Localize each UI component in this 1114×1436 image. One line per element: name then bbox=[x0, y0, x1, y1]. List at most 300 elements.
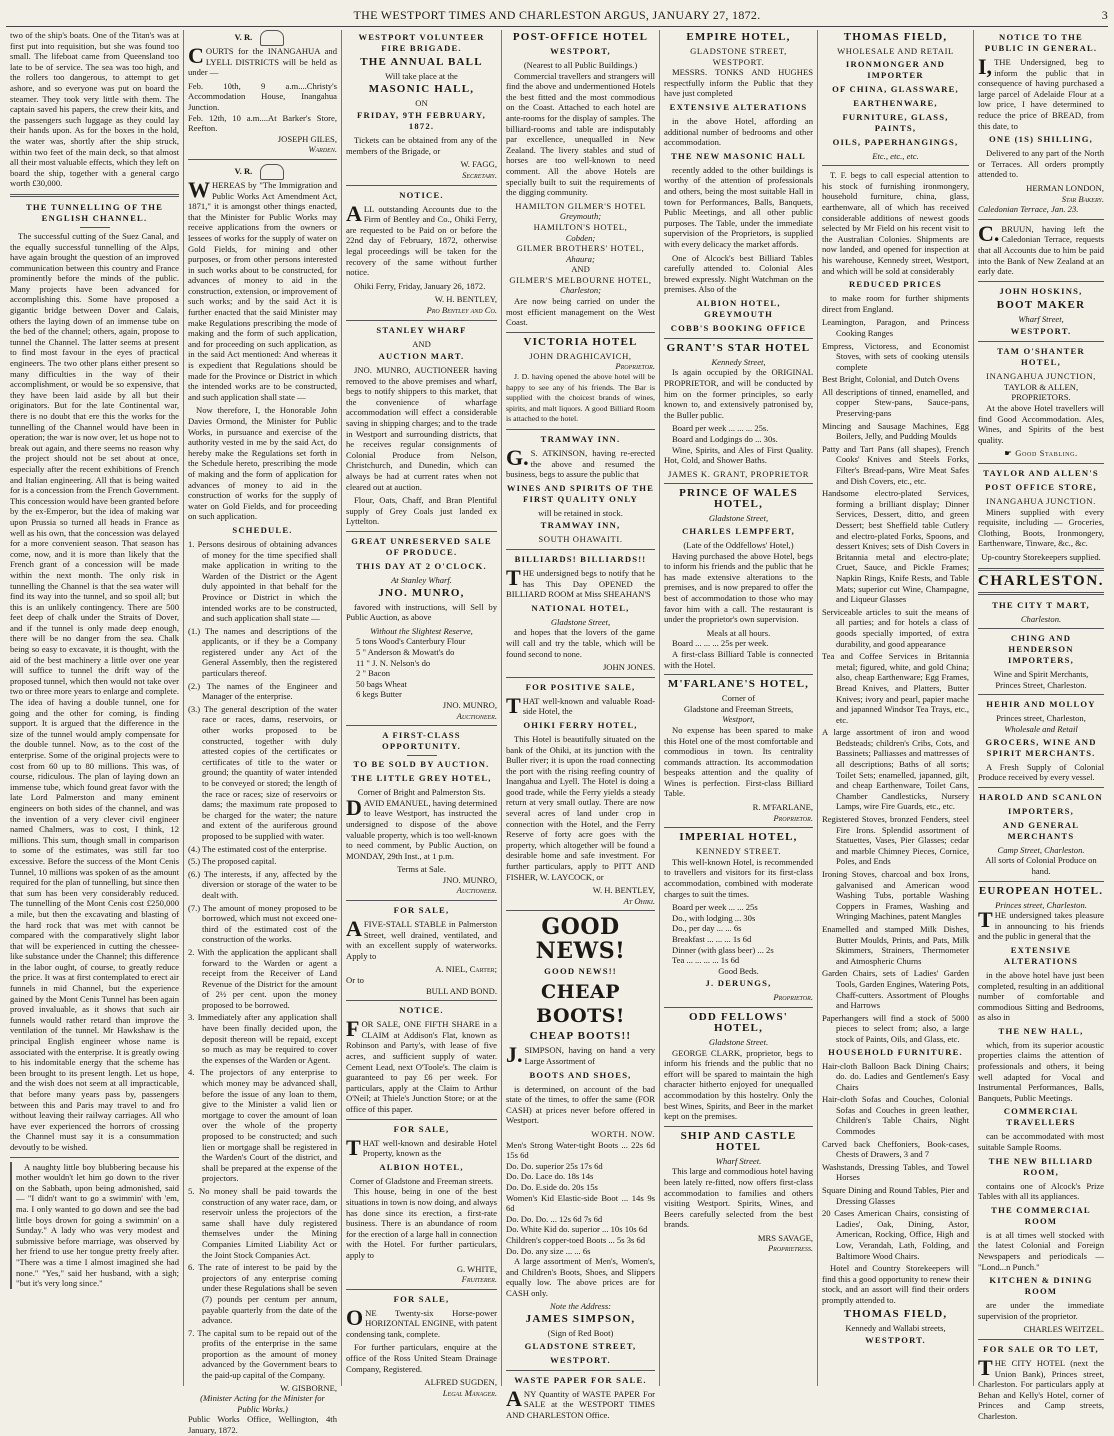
mf-streets: Gladstone and Freeman Streets, bbox=[683, 703, 794, 714]
stanley-text-2: Flour, Oats, Chaff, and Bran Plentiful supply of Grey Coals just landed ex Lyttelton. bbox=[346, 495, 497, 527]
grants-text: Is again occupied by the ORIGINAL PROPRIETOR, and will be conducted by him on the former principles, so early known to, and extensively patronised by, the Buller public. bbox=[664, 367, 813, 420]
taylor-allen-heading: TAYLOR AND ALLEN'S bbox=[983, 468, 1099, 479]
sugden-signature: ALFRED SUGDEN, bbox=[424, 1377, 497, 1388]
list-item: Washstands, Dressing Tables, and Towel Horses bbox=[822, 1161, 969, 1183]
masthead-rule bbox=[6, 26, 1108, 27]
harold-street: Camp Street, Charleston. bbox=[997, 844, 1085, 855]
divider bbox=[978, 568, 1104, 571]
auction-mart-heading: AUCTION MART. bbox=[378, 351, 465, 362]
table-row: Do. Do. superior 25s 17s 6d bbox=[506, 1160, 603, 1171]
imperial-text: This well-known Hotel, is recommended to travellers and visitors for its first-class accommodation, combined with moderate charges to suit the times. bbox=[664, 856, 813, 899]
alterations-heading: EXTENSIVE ALTERATIONS bbox=[1003, 944, 1079, 966]
list-item: All descriptions of tinned, enamelled, and copper Stew-pans, Sauce-pans, Preserving-pans bbox=[822, 386, 969, 419]
list-item: 50 bags Wheat bbox=[356, 678, 407, 689]
divider bbox=[188, 159, 337, 160]
notice-heading-2: NOTICE. bbox=[399, 1005, 444, 1016]
divider bbox=[506, 332, 655, 333]
divider bbox=[978, 1339, 1104, 1340]
jones-signature: JOHN JONES. bbox=[602, 662, 655, 673]
divider bbox=[10, 194, 179, 197]
list-item: Do., per day ... ... 6s bbox=[672, 923, 742, 934]
derungs-signature: J. DERUNGS, bbox=[705, 978, 772, 989]
field-shipments: to make room for further shipments direct from England. bbox=[822, 293, 969, 314]
list-item: Board and Lodgings do ... 30s. bbox=[672, 434, 778, 445]
ball-line: Will take place at the bbox=[385, 71, 458, 81]
imperial-hotel-heading: IMPERIAL HOTEL, bbox=[679, 831, 798, 844]
atkinson-text: G.S. ATKINSON, having re-erected the above and resumed the business, begs to assure the public that bbox=[506, 445, 655, 480]
tramway-sub: SOUTH OHAWAITI. bbox=[538, 534, 623, 545]
bull-and-bond: BULL AND BOND. bbox=[425, 985, 497, 996]
little-grey-corner: Corner of Bright and Palmerston Sts. bbox=[357, 787, 486, 798]
harold-scanlon-heading: HAROLD AND SCANLON bbox=[979, 791, 1103, 802]
ohiki-details: This Hotel is beautifully situated on the bank of the Ohiki, at its junction with the Buller river; it is upon the road connecting the port with the rising reefing country of Inangahua and Lyell. The Hotel is doing a good trade, while the Ferry yields a steady return at very small outlay. There are now several acres of land under crop in connection with the Hotel, and the Ferry Reserve of forty acre goes with the property, which altogether will be found a desirable home and safe investment. For further particulars, apply to PITT AND FISHER, W. LAYCOCK, or bbox=[506, 733, 655, 882]
list-item: Mincing and Sausage Machines, Egg Boilers, Jelly, and Pudding Moulds bbox=[822, 420, 969, 442]
commercial-room-text: is at all times well stocked with the latest Colonial and Foreign Newspapers and periodicals — "Lond...n Punch." bbox=[978, 1229, 1104, 1272]
victoria-text: J. D. having opened the above hotel will be happy to see any of his friends. The Bar is supplied with the choicest brands of wines, spirits, and malt liquors. A good Billiard Room is attached to the hotel. bbox=[506, 372, 655, 424]
savage-role: Proprietress. bbox=[767, 1243, 813, 1254]
bruun-notice: C.BRUUN, having left the Caledonian Terrace, requests that all Accounts due to him be paid into the Bank of New Zealand at an early date. bbox=[978, 220, 1104, 277]
national-hotel-heading: NATIONAL HOTEL, bbox=[531, 602, 630, 613]
stanley-wharf-heading: STANLEY WHARF bbox=[376, 324, 467, 335]
list-item: Ironing Stoves, charcoal and box Irons, galvanised and American wood Washing Tubs, portable Washing Coppers in Frames, Washing and Wringing Machines, patent Mangles bbox=[822, 869, 969, 922]
hoskins-heading: JOHN HOSKINS, bbox=[999, 285, 1083, 296]
simpson-offer: is determined, on account of the bad state of the times, to offer the same (FOR CASH) at prices never before offered in Westport. bbox=[506, 1083, 655, 1126]
odd-text: GEORGE CLARK, proprietor, begs to inform his friends and the public that no effort will be spared to maintain the high character hitherto enjoyed for unequalled accommodation by this hostelry. Only the best Wines, Spirits, and Beer in the market kept on the premises. bbox=[664, 1047, 813, 1122]
masonic-extra: One of Alcock's best Billiard Tables carefully attended to. Colonial Ales brewed expressly. Night Watchman on the premises. Also of the bbox=[664, 252, 813, 295]
new-hall-heading: THE NEW HALL, bbox=[998, 1025, 1084, 1036]
prince-meals: Meals at all hours. bbox=[706, 627, 771, 638]
masonic-hall-heading: MASONIC HALL, bbox=[368, 82, 475, 95]
hehir-text: A Fresh Supply of Colonial Produce received by every vessel. bbox=[978, 761, 1104, 783]
for-sale-heading: FOR SALE, bbox=[393, 905, 450, 916]
grants-extras: Wine, Spirits, and Ales of First Quality. Hot, Cold, and Shower Baths. bbox=[664, 444, 813, 466]
prince-of-wales-heading: PRINCE OF WALES HOTEL, bbox=[679, 487, 798, 511]
engine-sale-details: For further particulars, enquire at the office of the Ross United Steam Drainage Company, Registered. bbox=[346, 1342, 497, 1374]
table-row: Do. Do. Do. ... 12s 6d 7s 6d bbox=[506, 1213, 603, 1224]
price-list bbox=[506, 1140, 655, 1257]
prince-billiard: A first-class Billiard Table is connected with the Hotel. bbox=[664, 648, 813, 670]
courts-date-2: Feb. 12th, 10 a.m....At Barker's Store, Reefton. bbox=[188, 112, 337, 134]
london-date: Caledonian Terrace, Jan. 23. bbox=[978, 204, 1079, 215]
imperial-street: KENNEDY STREET. bbox=[695, 846, 782, 857]
royal-crest-vr-2: V. R. bbox=[188, 164, 337, 180]
ohiki-ferry-hotel-name: OHIKI FERRY HOTEL, bbox=[523, 719, 638, 730]
divider bbox=[346, 531, 497, 532]
divider bbox=[664, 674, 813, 675]
albion-sale-text: THAT well-known and desirable Hotel Property, known as the bbox=[346, 1134, 497, 1160]
lempfert-sub: (Late of the Oddfellows' Hotel,) bbox=[683, 540, 794, 550]
european-street: Princes street, Charleston. bbox=[995, 899, 1087, 910]
for-sale-heading-3: FOR SALE, bbox=[393, 1293, 450, 1304]
positive-sale-text: THAT well-known and valuable Road-side Hotel, the bbox=[506, 692, 655, 718]
t-mart-sub: Charleston. bbox=[1020, 613, 1062, 624]
list-item: GILMER BROTHERS' HOTEL, bbox=[516, 243, 645, 254]
charleston-section-heading: CHARLESTON. bbox=[978, 572, 1105, 589]
schedule-item: 4. The projectors of any enterprise to which money may be advanced shall, before the issue of any loan to them, give to the Minister a valid lien or mortgage to cover the amount of loan over the whole of the property proposed to be constructed; and such lien or mortgage shall be registered in the Warden's Court of the district, and shall be prepared at the expense of the projectors. bbox=[188, 1067, 337, 1184]
white-role: Fruiterer. bbox=[461, 1274, 497, 1285]
london-signature: HERMAN LONDON, bbox=[1026, 182, 1104, 193]
list-item: 2 " Bacon bbox=[356, 668, 391, 679]
tunnelling-article: The successful cutting of the Suez Canal, and the equally successful tunnelling of the Alps, have again brought the question of an improved communication between this country and France prominently before the minds of the public. Many projects have been advanced for accomplishing this. Some have proposed a gigantic bridge between Dover and Calais, others the laying down of an immense tube on the bed of the channel; others, again, propose to tunnel the Channel. The latter seems at present to find most favour in the eyes of practical engineers. The two other plans either present so many difficulties in the way of their accomplishment, or would be so expensive, that they have been laid aside by all but their originators. But for the late Continental war, there is no doubt that ere this the works for the tunnelling of the Channel would have been in operation; the war is now over, let us hope not to break out again, and there seems no reason why the project should not be set about at once, especially after the recent exhibitions of French and Italian engineering. All that is being waited for is a concession from the French Government. This concession would have been granted before by the ex-Emperor, but the idea of making war upon Prussia so turned all heads in France as well as his own, that the concession was delayed for a more convenient season. That season has come, now, and it is more than likely that the French grant of a concession will be made within the next month. The only risk in tunnelling the Channel is that the sea water will find its way into the tunnel, and so spoil all; but this is an unlikely contingency. There are 500 feet deep of chalk under the Straits of Dover, and if the tunnel is only made deep enough, there will be no danger from the sea. Chalk being so easy to excavate, it is thought, with the aid of the best machinery a little over one year will suffice to tunnel the drift way of the proposed tunnel, which then would not take over two or three more years to enlarge and complete. The idea of having a double tunnel, one for going and the other for coming, is finding support. It is argued that the difference in the size of the tunnel would amply compensate for the double tunnel. Now, as to the cost of the enterprise. Some of the original projects were to cost from 60 up to 80 millions. This was, of course, ridiculous. The plan of laying down an immense tube, which found great favor with the late Lord Palmerston and many eminent engineers on both sides of the channel, and was the invention of a very clever civil engineer named Chalmers, was to cost, I think, 12 millions. This sum, though small in comparison to some of the estimates, was still far too excessive. Before the success of the Mont Cenis Tunnel, 10 millions was spoken of as the amount required for the plan of tunnelling, but since then that sum has been very considerably reduced. The tunnelling of the Mont Cenis cost £250,000 a mile, but then the excavating and blasting of the hard rock that was met with cannot be compared with the comparatively slight labor that will be experienced in cutting the chessee-like substance under the Channel; this difference in the labor ought, of course, to greatly reduce the price. It was at first contemplated to erect air funnels in mid Channel, but the experience gained by the Mont Cenis Tunnel has been again proved invaluable, as it shows that such air funnels would rather retard than improve the ventilation of the tunnel. Mr Hawkshaw is the principal English engineer whose name is associated with the enterprise. It is greatly owing to his indomitable energy that the scheme has been brought to its present length. Let us hope, and the wish does not seem at all impracticable, that before many years pass by, passengers between this and Paris may travel to and fro without leaving their railway carriages. All who have ever experienced the horrors of crossing the Channel must say it is a consummation devoutly to be wished. bbox=[10, 230, 179, 1152]
billiards-heading: BILLIARDS! BILLIARDS!! bbox=[514, 553, 647, 564]
divider bbox=[506, 677, 655, 678]
travellers-text: can be accommodated with most suitable Sample Rooms. bbox=[978, 1131, 1104, 1153]
now-therefore: Now therefore, I, the Honorable John Davies Ormond, the Minister for Public Works, in pursuance and exercise of the authority vested in me by the said Act, do hereby make the Regulations set forth in the Schedule hereto, prescribing the mode of making and the form of application for advances of money to aid in the construction of works for the supply of water on Gold Fields, and for proceeding on such application. bbox=[188, 405, 337, 522]
list-item: A large assortment of iron and wood Bedsteads; children's Cribs, Cots, and Bassinets; Palliasses and mattresses of all descriptions; Baths of all sorts; Toilet Sets; enamelled, japanned, gilt, and cheap Earthenware, Toilet Cans, Chamber Candlesticks, Nursery Lamps, wire Fire Guards, etc., etc. bbox=[822, 727, 969, 812]
one-shilling-heading: ONE (1S) SHILLING, bbox=[989, 134, 1093, 145]
waste-paper-text: ANY Quantity of WASTE PAPER For SALE at the WESTPORT TIMES AND CHARLESTON Office. bbox=[506, 1385, 655, 1420]
list-item: Carved back Cheffoniers, Book-cases, Chests of Drawers, 3 and 7 bbox=[822, 1138, 969, 1160]
divider bbox=[664, 483, 813, 484]
mf-town: Westport, bbox=[722, 714, 755, 725]
good-beds: Good Beds. bbox=[718, 965, 759, 976]
wines-spirits-heading: WINES AND SPIRITS OF THE FIRST QUALITY ONLY bbox=[506, 482, 655, 504]
schedule-heading: SCHEDULE. bbox=[232, 524, 293, 535]
new-masonic-hall-heading: THE NEW MASONIC HALL bbox=[671, 150, 806, 161]
list-item: Tea ... ... ... ... 1s 6d bbox=[672, 955, 740, 966]
list-item: Paperhangers will find a stock of 5000 pieces to select from; also, a large stock of Paints, Oils, and Glass, etc. bbox=[822, 1012, 969, 1044]
courts-date-1: Feb. 10th, 9 a.m....Christy's Accommodation House, Inangahua Junction. bbox=[188, 80, 337, 112]
tam-text: At the above Hotel travellers will find Good Accommodation. Ales, Wines, and Spirits of the best quality. bbox=[978, 403, 1104, 445]
general-merchants-heading: AND GENERAL MERCHANTS bbox=[1002, 819, 1080, 841]
list-item: Hair-cloth Balloon Back Dining Chairs; do. do. Ladies and Gentlemen's Easy Chairs bbox=[822, 1060, 969, 1092]
divider bbox=[506, 910, 655, 911]
bentley-place: At Ohiki. bbox=[623, 895, 655, 906]
first-class-heading: A FIRST-CLASS OPPORTUNITY. bbox=[382, 730, 461, 752]
tam-owners: TAYLOR & ALLEN, PROPRIETORS. bbox=[1003, 381, 1079, 403]
good-news-sub: GOOD NEWS!! bbox=[544, 966, 617, 977]
whereas-notice: WHEREAS by "The Immigration and Public Works Act Amendment Act, 1871," it is amongst other things enacted, that the Minister for Public Works may receive applications from the owners or lessees of works for the supply of water on Gold Fields, for mining and other purposes, or from other persons interested in such works about to be constructed, for advances of money to aid in the construction, extension, or improvement of such works; and by the said Act it is further enacted that the said Minister may make Regulations prescribing the mode of making and the form of such application, and for proceeding on such application, as in the said Act mentioned: And whereas it is expedient that Regulations should be made for the Province or District in which the intended works are to be constructed, and such application shall state — bbox=[188, 176, 337, 402]
ching-sub: Wine and Spirit Merchants, bbox=[993, 669, 1089, 680]
little-grey-hotel-heading: THE LITTLE GREY HOTEL, bbox=[351, 773, 492, 784]
list-item: Dinner (with glass beer) ... 2s bbox=[672, 944, 774, 955]
divider bbox=[346, 1119, 497, 1120]
divider bbox=[506, 1370, 655, 1371]
hehir-molloy-heading: HEHIR AND MOLLOY bbox=[986, 699, 1096, 710]
royal-crest-icon bbox=[260, 30, 284, 46]
unreserved-at: At Stanley Wharf. bbox=[391, 575, 452, 585]
simpson-signature: JAMES SIMPSON, bbox=[525, 1313, 636, 1326]
munro-signature-2: JNO. MUNRO, bbox=[442, 874, 497, 885]
munro-heading: JNO. MUNRO, bbox=[378, 586, 465, 599]
royal-crest-vr: V. R. bbox=[188, 30, 337, 46]
cheap-boots-heading: CHEAP BOOTS! bbox=[536, 981, 625, 1028]
stable-sale-text: AFIVE-STALL STABLE in Palmerston Street, well drained, ventilated, and with an excellent supply of waterworks. Apply to bbox=[346, 916, 497, 961]
grant-signature: JAMES K. GRANT, PROPRIETOR bbox=[667, 468, 810, 479]
unreserved-sale-heading: GREAT UNRESERVED SALE OF PRODUCE. bbox=[351, 536, 492, 557]
empire-street: GLADSTONE STREET, bbox=[690, 46, 787, 56]
divider bbox=[346, 1289, 497, 1290]
column-1 bbox=[6, 30, 184, 1386]
list-item: Garden Chairs, sets of Ladies' Garden Tools, Garden Engines, Watering Pots, Chaff-cutters. Assortment of Ploughs and Harrows bbox=[822, 968, 969, 1011]
gisborne-role: (Minister Acting for the Minister for Public Works.) bbox=[200, 1393, 325, 1414]
national-street: Gladstone Street, bbox=[550, 616, 611, 627]
royal-crest-icon bbox=[260, 164, 284, 180]
positive-sale-heading: FOR POSITIVE SALE, bbox=[525, 681, 636, 692]
list-item: Board per week ... ... 25s bbox=[672, 902, 758, 913]
mf-text: No expense has been spared to make this Hotel one of the most comfortable and commodious in town. Its centrality commands attraction. Its accommodation bespeaks attention and the quality of Wines is perfection. First-class Billiard Table. bbox=[664, 724, 813, 799]
tam-oshanter-heading: TAM O'SHANTER HOTEL, bbox=[997, 346, 1085, 368]
divider bbox=[664, 827, 813, 828]
cobbs-booking-heading: COBB'S BOOKING OFFICE bbox=[670, 322, 807, 333]
field-items bbox=[822, 317, 969, 1044]
extensive-alterations-heading: EXTENSIVE ALTERATIONS bbox=[669, 101, 808, 112]
list-item: 5 tons Wood's Canterbury Flour bbox=[356, 636, 466, 647]
list-item: Ahaura; bbox=[566, 253, 595, 264]
empire-text: MESSRS. TONKS AND HUGHES respectfully inform the Public that they have just completed bbox=[664, 67, 813, 99]
ball-date: FRIDAY, 9TH FEBRUARY, 1872. bbox=[357, 110, 486, 132]
inangahua-junction: INANGAHUA JUNCTION. bbox=[986, 496, 1096, 507]
gisborne-place: Public Works Office, Wellington, 4th January, 1872. bbox=[188, 1414, 337, 1436]
pointing-hand-icon: ☛ bbox=[1004, 448, 1016, 459]
list-item: 6 kegs Butter bbox=[356, 689, 402, 700]
simpson-text: J.SIMPSON, having on hand a very Large Assortment of bbox=[506, 1042, 655, 1068]
prince-text: Having purchased the above Hotel, begs to inform his friends and the public that he has made extensive alterations to the premises, and is now prepared to offer the best of accommodation to those who may favor him with a call. The restaurant is under the proprietor's own supervision. bbox=[664, 550, 813, 625]
kitchen-text: are under the immediate supervision of the proprietor. bbox=[978, 1300, 1104, 1321]
divider bbox=[978, 881, 1104, 882]
star-bakery: Star Bakery. bbox=[1061, 193, 1104, 204]
table-row: Do. Do. Lace do. 18s 14s bbox=[506, 1171, 594, 1182]
table-row: Children's copper-toed Boots ... 5s 3s 6d bbox=[506, 1234, 646, 1245]
field-town: WESTPORT. bbox=[865, 1335, 926, 1346]
list-item: 11 " J. N. Nelson's do bbox=[356, 657, 431, 668]
list-item: Registered Stoves, bronzed Fenders, steel Fire Irons. Splendid assortment of Statuettes, Vases, Pier Glasses; cedar and marble Chimney Pieces, Cornice, Poles, and Ends bbox=[822, 814, 969, 867]
table-row: Do. Do. any size ... ... 6s bbox=[506, 1245, 591, 1256]
empire-town: WESTPORT. bbox=[712, 56, 765, 67]
good-news-heading: GOOD NEWS! bbox=[535, 914, 626, 965]
list-item: AND bbox=[571, 264, 590, 275]
post-office-westport: WESTPORT, bbox=[550, 46, 611, 56]
cheap-boots-sub: CHEAP BOOTS!! bbox=[529, 1030, 632, 1043]
divider bbox=[978, 463, 1104, 464]
city-hotel-text: THE CITY HOTEL (next the Union Bank), Princes street, Charleston. For particulars apply at Behan and Kelly's Hotel, corner of Princes and Camp streets, Charleston. bbox=[978, 1354, 1104, 1421]
london-notice: I,THE Undersigned, beg to inform the public that in consequence of having purchased a large parcel of Adelaide Flour at a low price, I have determined to reduce the price of BREAD, from this date, to bbox=[978, 54, 1104, 131]
weitzel-signature: CHARLES WEITZEL. bbox=[1023, 1324, 1104, 1335]
billiard-text: contains one of Alcock's Prize Tables with all its appliances. bbox=[978, 1180, 1104, 1202]
bentley-role: Pro Bentley and Co. bbox=[426, 304, 497, 315]
european-text: THE undersigned takes pleasure in announcing to his friends and the public in general that the bbox=[978, 907, 1104, 942]
imperial-rates bbox=[664, 902, 813, 966]
simpson-town: WESTPORT. bbox=[550, 1354, 611, 1365]
courts-signature: JOSEPH GILES, bbox=[277, 133, 337, 144]
munro-items bbox=[346, 636, 497, 700]
importers-heading: IMPORTERS, bbox=[1008, 805, 1074, 816]
mf-corner: Corner of bbox=[721, 693, 756, 704]
bentley-signature: W. H. BENTLEY, bbox=[434, 294, 497, 305]
mfarlane-role: Proprietor. bbox=[773, 812, 813, 823]
hotel-list bbox=[506, 201, 655, 296]
divider bbox=[346, 1000, 497, 1001]
list-item: Square Dining and Round Tables, Pier and Dressing Glasses bbox=[822, 1185, 969, 1206]
schedule-item: 1. Persons desirous of obtaining advances of money for the time specified shall make application in writing to the Warden of the District or the Agent duly appointed in that behalf for the Province or District in which the intended works are to be constructed, and such application shall state — bbox=[188, 538, 337, 624]
list-item: Handsome electro-plated Services, forming a brilliant display; Dinner Services, Dessert, ditto, and green Dessert; best Sheffield table Cutlery and electro-plated Forks, Spoons, and dessert Knives; sets of Dish Covers in Britannia metal and electro-plate; Cruet, Sauce, and Pickle Frames; Napkin Rings, Knife Rests, and Table Mats; superior cut Wine, Champagne, and Liqueur Glasses bbox=[822, 488, 969, 605]
lempfert-name: CHARLES LEMPFERT, bbox=[681, 526, 796, 536]
tramway-inn-heading-2: TRAMWAY INN, bbox=[540, 520, 621, 531]
list-item: Empress, Victoress, and Economist Stoves, with sets of cooking utensils complete bbox=[822, 340, 969, 372]
european-hotel-heading: EUROPEAN HOTEL. bbox=[978, 884, 1104, 897]
for-sale-or-let-heading: FOR SALE OR TO LET, bbox=[983, 1343, 1099, 1354]
schedule-item: (4.) The estimated cost of the enterprise. bbox=[188, 843, 327, 854]
divider bbox=[664, 1007, 813, 1008]
ching-henderson-heading: CHING AND HENDERSON IMPORTERS, bbox=[1008, 633, 1074, 666]
ship-castle-heading: SHIP AND CASTLE HOTEL bbox=[680, 1129, 797, 1153]
munro-role-2: Auctioneer. bbox=[456, 885, 497, 896]
column-3 bbox=[342, 30, 502, 1398]
column-5 bbox=[660, 30, 818, 1386]
grants-rates bbox=[664, 423, 813, 444]
note-address: Note the Address: bbox=[549, 1301, 612, 1312]
courts-notice: COURTS for the INANGAHUA and LYELL DISTRICTS will be held as under — bbox=[188, 43, 337, 78]
victoria-hotel-heading: VICTORIA HOTEL bbox=[523, 335, 638, 348]
divider bbox=[506, 429, 655, 430]
table-row: Do. White Kid do. superior ... 10s 10s 6d bbox=[506, 1224, 648, 1235]
fire-brigade-heading: WESTPORT VOLUNTEER FIRE BRIGADE. bbox=[358, 32, 485, 53]
emanuel-text: DAVID EMANUEL, having determined to leave Westport, has instructed the undersigned to dispose of the above valuable property, which is too well-known to need comment, by Public Auction, on MONDAY, 29th Inst., at 1 p.m. bbox=[346, 794, 497, 861]
niel-signature: A. NIEL, Carter; bbox=[435, 964, 497, 975]
simpson-street: GLADSTONE STREET, bbox=[524, 1340, 637, 1351]
billiards-text: THE undersigned begs to notify that he has This Day OPENED the BILLIARD ROOM at Miss SHEAHAN'S bbox=[506, 564, 655, 600]
divider bbox=[978, 281, 1104, 282]
notice-to-public-heading: NOTICE TO THE PUBLIC IN GENERAL. bbox=[984, 32, 1098, 53]
for-sale-heading-2: FOR SALE, bbox=[393, 1123, 450, 1134]
column-4 bbox=[502, 30, 660, 1420]
columns bbox=[6, 30, 1108, 1436]
divider bbox=[822, 165, 969, 166]
savage-signature: MRS SAVAGE, bbox=[757, 1232, 813, 1243]
divider bbox=[346, 185, 497, 186]
divider bbox=[346, 320, 497, 321]
list-item: Do., with lodging ... 30s bbox=[672, 912, 756, 923]
list-item: HAMILTON GILMER'S HOTEL bbox=[515, 200, 646, 211]
grants-street: Kennedy Street, bbox=[711, 356, 766, 367]
list-item: Greymouth; bbox=[559, 211, 602, 222]
schedule-item: (3.) The general description of the water race or races, dams, reservoirs, or other works proposed to be constructed, together with duly attested copies of the certificates or certificates of title to the water or ground; the quantity of water intended to be conveyed or stored; the length of the race or races; size of reservoirs or dams; the maximum rate proposed to be charged for the water; the nature and extent of the auriferous ground proposed to be supplied with water. bbox=[188, 703, 337, 841]
boot-town: WESTPORT. bbox=[1010, 326, 1072, 337]
notice-heading: NOTICE. bbox=[399, 189, 444, 200]
victoria-owner: JOHN DRAGHICAVICH, bbox=[529, 350, 632, 361]
waste-paper-heading: WASTE PAPER FOR SALE. bbox=[514, 1374, 647, 1385]
divider bbox=[664, 1126, 813, 1127]
albion-corner: Corner of Gladstone and Freeman streets. bbox=[349, 1175, 494, 1186]
list-item: Board per week ... ... ... 25s. bbox=[672, 423, 769, 434]
boot-street: Wharf Street, bbox=[1018, 313, 1064, 324]
ship-street: Wharf Street. bbox=[715, 1155, 762, 1166]
boots-and-shoes-heading: BOOTS AND SHOES, bbox=[529, 1069, 632, 1080]
storekeepers-supplied: Up-country Storekeepers supplied. bbox=[981, 552, 1101, 562]
field-text: T. F. begs to call especial attention to his stock of furnishing ironmongery, household furniture, china, glass, earthenware, all of which has received considerable additions of newest goods selected by Mr Field on his recent visit to the Australian Colonies. Shipments are now landed, and opened for inspection at his warehouse, Kennedy street, Westport, and which will be sold at considerably bbox=[822, 170, 969, 276]
field-signature: THOMAS FIELD, bbox=[843, 1307, 948, 1320]
new-hall-text: which, from its superior acoustic properties claims the attention of professionals and others, it being well adapted for Vocal and Instrumental Performances, Balls, Banquets, Public Meetings. bbox=[978, 1039, 1104, 1103]
tam-sub: INANGAHUA JUNCTION, bbox=[986, 371, 1096, 382]
list-item: 20 Cases American Chairs, consisting of Ladies', Oak, Dining, Astor, American, Rocking, Office, High and Low, Verandah, Lath, Folding, and Baltimore Wood Chairs. bbox=[822, 1208, 969, 1261]
table-row: Men's Strong Water-tight Boots ... 22s 6d 15s 6d bbox=[506, 1139, 655, 1161]
list-item: Hair-cloth Sofas and Couches, Colonial Sofas and Couches in green leather, Children's Table Chairs, Night Commodes bbox=[822, 1094, 969, 1137]
reduced-prices-heading: REDUCED PRICES bbox=[849, 279, 942, 290]
oils-heading: OILS, PAPERHANGINGS, bbox=[832, 136, 959, 147]
claim-share-text: FOR SALE, ONE FIFTH SHARE in a CLAIM at Addison's Flat, known as Robinson and Party's, with lease of five acres, and sufficient supply of water. Cement Lead, next O'Toole's. The claim is guaranteed to pay £6 per week. For particulars, apply at the Claim to Arthur O'Neil; at Thiele's Junction Store; or at the office of this paper. bbox=[346, 1016, 497, 1114]
column-2 bbox=[184, 30, 342, 1436]
divider bbox=[346, 725, 497, 726]
list-item: 5 " Anderson & Mowatt's do bbox=[356, 646, 455, 657]
albion-sale-details: This house, being in one of the best situations in town is now doing, and always has done since its erection, a first-rate business. There is an abundance of room for the erection of a large hall in connection with the Hotel. For further particulars, apply to bbox=[346, 1186, 497, 1260]
empire-bedrooms: in the above Hotel, affording an additional number of bedrooms and other accommodation. bbox=[664, 115, 813, 148]
this-day-heading: THIS DAY AT 2 O'CLOCK. bbox=[356, 561, 487, 571]
list-item: Tea and Coffee Services in Britannia metal; figured, white, and gold China; also, cheap Earthenware; Egg Frames, Bread Knives, and Platters, Butter Knives; ivory and pearl, papier mache and japanned Windsor Tea Trays, etc., etc. bbox=[822, 651, 969, 725]
schedule-list bbox=[188, 539, 337, 1381]
schedule-item: 5. No money shall be paid towards the construction of any water race, dam, or reservoir unless the projectors of the same shall have duly registered themselves under the Mining Companies Limited Liability Act or the Joint Stock Companies Act. bbox=[188, 1185, 337, 1260]
white-signature: G. WHITE, bbox=[456, 1263, 497, 1274]
list-item: Patty and Tart Pans (all shapes), French Cooks' Knives and Steels Forks, Filter's Bread-pans, Wire Meat Safes and Dish Covers, etc., etc. bbox=[822, 443, 969, 486]
prince-street: Gladstone Street, bbox=[708, 513, 769, 524]
gisborne-signature: W. GISBORNE, bbox=[280, 1382, 337, 1393]
earthenware-heading: EARTHENWARE, bbox=[853, 97, 938, 108]
stanley-and: AND bbox=[412, 338, 431, 349]
post-office-hotel-heading: POST-OFFICE HOTEL bbox=[512, 31, 649, 43]
divider bbox=[978, 341, 1104, 342]
harold-produce: All sorts of Colonial Produce on hand. bbox=[985, 855, 1097, 876]
munro-without-reserve: Without the Slightest Reserve, bbox=[370, 625, 473, 636]
ball-on: ON bbox=[415, 97, 428, 108]
atkinson-stock: will be retained in stock. bbox=[538, 507, 623, 518]
divider bbox=[407, 755, 437, 756]
post-office-text: Commercial travellers and strangers will find the above and undermentioned Hotels the best fitted and the most commodious on the Coast. Attached to each hotel are ante-rooms for the display of samples. The billiard-rooms and table are indisputably par excellence, unequalled in New Zealand. The livery stables and stud of horses are too well-known to need comment. All the above Hotels are specially built to suit the requirements of the digging community. bbox=[506, 70, 655, 198]
kitchen-dining-heading: KITCHEN & DINING ROOM bbox=[989, 1275, 1093, 1297]
hehir-sub: Wholesale and Retail bbox=[1004, 723, 1078, 734]
good-stabling: ☛ Good Stabling. bbox=[1004, 448, 1078, 459]
schedule-item: (7.) The amount of money proposed to be borrowed, which must not exceed one-third of the estimated cost of the construction of the works. bbox=[188, 902, 337, 945]
bentley-signature-2: W. H. BENTLEY, bbox=[592, 885, 655, 896]
table-row: Do. Do. E.side do. 20s 15s bbox=[506, 1181, 598, 1192]
column-6 bbox=[818, 30, 974, 1386]
red-boot-sign: (Sign of Red Boot) bbox=[547, 1328, 614, 1339]
courts-signature-role: Warden. bbox=[308, 144, 337, 155]
list-item: Breakfast ... ... ... 1s 6d bbox=[672, 934, 752, 944]
tunnelling-heading: THE TUNNELLING OF THE ENGLISH CHANNEL. bbox=[25, 201, 164, 223]
new-billiard-room-heading: THE NEW BILLIARD ROOM, bbox=[988, 1155, 1094, 1177]
schedule-item: 3. Immediately after any application shall have been finally decided upon, the deposit thereon will be repaid, except so much as may be required to cover the expenses of the Warden or Agent. bbox=[188, 1012, 337, 1065]
simpson-assortment: A large assortment of Men's, Women's, and Children's Boots, Shoes, and Slippers equally low. The above prices are for CASH only. bbox=[506, 1256, 655, 1298]
list-item: Best Bright, Colonial, and Dutch Ovens bbox=[822, 374, 960, 385]
masthead bbox=[0, 8, 1114, 24]
grants-star-hotel-heading: GRANT'S STAR HOTEL bbox=[666, 341, 811, 354]
european-rooms: in the above hotel have just been completed, resulting in an additional number of comfortable and commodious Sitting and Bedrooms, as also in bbox=[978, 969, 1104, 1023]
bentley-date: Ohiki Ferry, Friday, January 26, 1872. bbox=[354, 280, 486, 291]
commercial-room-heading: THE COMMERCIAL ROOM bbox=[991, 1204, 1091, 1226]
divider bbox=[978, 219, 1104, 220]
list-item: GILMER'S MELBOURNE HOTEL, bbox=[509, 274, 652, 285]
wholesale-retail: WHOLESALE AND RETAIL bbox=[837, 46, 954, 56]
china-glassware-heading: OF CHINA, GLASSWARE, bbox=[832, 83, 959, 94]
annual-ball-heading: THE ANNUAL BALL bbox=[360, 56, 483, 68]
divider bbox=[978, 592, 1104, 595]
munro-signature: JNO. MUNRO, bbox=[442, 699, 497, 710]
prince-board: Board ... ... ... 25s per week. bbox=[672, 638, 769, 649]
page-number: 3 bbox=[1101, 8, 1108, 22]
ship-text: This large and commodious hotel having been lately re-fitted, now offers first-class accommodation to families and others visiting Westport. Spirits, Wines, and Beers carefully selected from the best brands. bbox=[664, 1166, 813, 1230]
divider bbox=[978, 628, 1104, 629]
or-to: Or to bbox=[346, 975, 364, 986]
stanley-text: JNO. MUNRO, AUCTIONEER having removed to the above premises and wharf, begs to notify shippers to this market, that the convenience of wharfage accommodation will effect a considerable saving in shipping charges; and to the trade in Westport and surrounding districts, that he receives regular consignments of Colonial Produce from Nelson, Christchurch, and Dunedin, which can always be had at current rates when not cleared out at auction. bbox=[346, 365, 497, 492]
list-item: Charleston; bbox=[559, 285, 602, 296]
column-7 bbox=[974, 30, 1108, 1421]
mfarlane-signature: R. M'FARLANE, bbox=[752, 802, 813, 813]
price-columns-header: WORTH. NOW. bbox=[591, 1128, 655, 1139]
terms-at-sale: Terms at Sale. bbox=[397, 864, 446, 875]
divider bbox=[978, 694, 1104, 695]
list-item: HAMILTON'S HOTEL, bbox=[533, 221, 628, 232]
grocers-heading: GROCERS, WINE AND SPIRIT MERCHANTS. bbox=[985, 736, 1097, 758]
city-t-mart-heading: THE CITY T MART, bbox=[992, 599, 1090, 610]
